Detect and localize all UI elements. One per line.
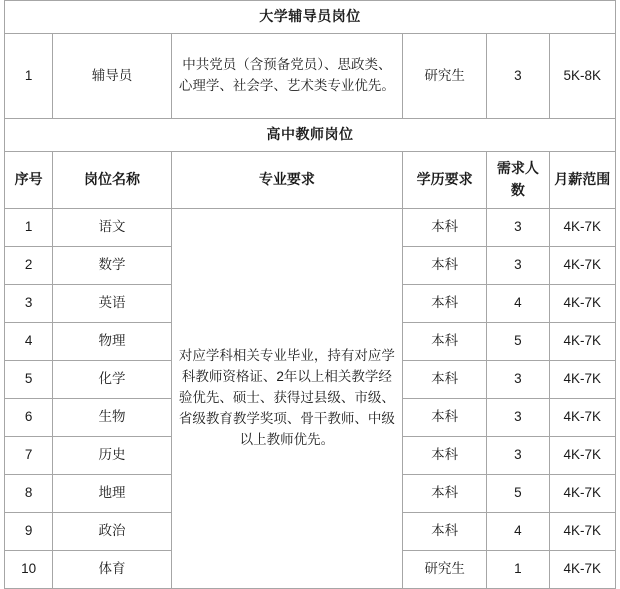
column-header-education: 学历要求 (402, 152, 486, 209)
cell-index: 3 (5, 285, 53, 323)
cell-count: 5 (487, 323, 549, 361)
cell-position: 英语 (53, 285, 172, 323)
cell-position: 政治 (53, 513, 172, 551)
cell-index: 2 (5, 247, 53, 285)
cell-count: 3 (487, 361, 549, 399)
cell-index: 1 (5, 209, 53, 247)
cell-count: 1 (487, 551, 549, 589)
cell-salary: 4K-7K (549, 285, 615, 323)
cell-position: 物理 (53, 323, 172, 361)
cell-salary: 4K-7K (549, 247, 615, 285)
cell-position: 化学 (53, 361, 172, 399)
section-header-row-highschool (5, 119, 616, 152)
cell-count: 3 (487, 437, 549, 475)
cell-position: 数学 (53, 247, 172, 285)
cell-salary: 4K-7K (549, 209, 615, 247)
cell-index: 8 (5, 475, 53, 513)
cell-education: 本科 (402, 475, 486, 513)
cell-education: 研究生 (402, 34, 486, 119)
cell-position: 地理 (53, 475, 172, 513)
cell-position: 辅导员 (53, 34, 172, 119)
cell-salary: 4K-7K (549, 551, 615, 589)
cell-index: 4 (5, 323, 53, 361)
column-header-row (5, 152, 616, 209)
cell-education: 本科 (402, 323, 486, 361)
cell-education: 本科 (402, 437, 486, 475)
cell-index: 9 (5, 513, 53, 551)
cell-index: 6 (5, 399, 53, 437)
job-listing-table (4, 0, 616, 589)
cell-index: 7 (5, 437, 53, 475)
cell-position: 生物 (53, 399, 172, 437)
cell-count: 4 (487, 285, 549, 323)
cell-index: 10 (5, 551, 53, 589)
cell-salary: 4K-7K (549, 399, 615, 437)
cell-position: 体育 (53, 551, 172, 589)
column-header-index: 序号 (5, 152, 53, 209)
cell-count: 3 (487, 247, 549, 285)
cell-education: 本科 (402, 247, 486, 285)
cell-salary: 4K-7K (549, 323, 615, 361)
cell-education: 本科 (402, 285, 486, 323)
cell-position: 历史 (53, 437, 172, 475)
column-header-salary: 月薪范围 (549, 152, 615, 209)
column-header-major: 专业要求 (171, 152, 402, 209)
table-row (5, 34, 616, 119)
cell-salary: 4K-7K (549, 437, 615, 475)
cell-salary: 4K-7K (549, 475, 615, 513)
cell-count: 3 (487, 34, 549, 119)
cell-major-requirement: 中共党员（含预备党员）、思政类、心理学、社会学、艺术类专业优先。 (171, 34, 402, 119)
cell-index: 5 (5, 361, 53, 399)
cell-position: 语文 (53, 209, 172, 247)
cell-education: 本科 (402, 209, 486, 247)
cell-salary: 4K-7K (549, 513, 615, 551)
column-header-count: 需求人数 (487, 152, 549, 209)
column-header-position: 岗位名称 (53, 152, 172, 209)
section-header-row-university (5, 1, 616, 34)
cell-education: 研究生 (402, 551, 486, 589)
cell-major-requirement-merged: 对应学科相关专业毕业，持有对应学科教师资格证、2年以上相关教学经验优先、硕士、获得过县级、市级、省级教育教学奖项、骨干教师、中级以上教师优先。 (171, 209, 402, 589)
cell-count: 5 (487, 475, 549, 513)
section-title-university: 大学辅导员岗位 (5, 1, 616, 34)
cell-salary: 5K-8K (549, 34, 615, 119)
cell-salary: 4K-7K (549, 361, 615, 399)
cell-index: 1 (5, 34, 53, 119)
cell-education: 本科 (402, 399, 486, 437)
cell-education: 本科 (402, 361, 486, 399)
cell-count: 3 (487, 209, 549, 247)
cell-education: 本科 (402, 513, 486, 551)
section-title-highschool: 高中教师岗位 (5, 119, 616, 152)
cell-count: 3 (487, 399, 549, 437)
cell-count: 4 (487, 513, 549, 551)
table-row (5, 209, 616, 247)
